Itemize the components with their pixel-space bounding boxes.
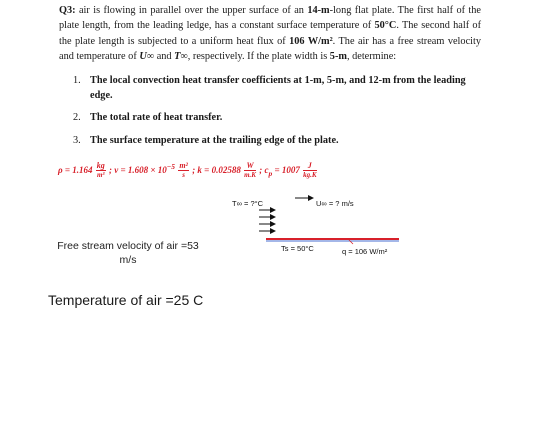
temperature-note: Temperature of air =25 C — [48, 292, 204, 308]
velocity-note: Free stream velocity of air =53 m/s — [57, 240, 199, 266]
list-item: 2. The total rate of heat transfer. — [73, 112, 223, 123]
plate-diagram — [255, 188, 405, 254]
question-label: Q3: — [59, 5, 76, 16]
list-item: 1. The local convection heat transfer coefficients at 1-m, 5-m, and 12-m from the leading edge. — [73, 75, 466, 101]
list-item: 3. The surface temperature at the trailing edge of the plate. — [73, 135, 339, 146]
freestream-temperature-label: T∞ = ?°C — [232, 199, 264, 208]
heat-flux-label: q = 106 W/m² — [342, 247, 388, 256]
surface-temperature-label: Ts = 50°C — [281, 244, 314, 253]
air-properties: ρ = 1.164 $\frac{kg}{\text{m³}}$ ; $\nu = 1.608 \times 10^{-5}$ $\frac{\text{m²}}{s}$ ; k = 0.02588 $\frac{W}{m.K}$ ; $c_p = 1007$ $\frac{J}{kg.K}$ — [58, 161, 317, 180]
freestream-velocity-label: U∞ = ? m/s — [316, 199, 354, 208]
question-text: Q3: air is flowing in parallel over the upper surface of an 14-m-long flat plate. The first half of the plate length, from the leading ledge, has a constant surface temperature of 50°C. The second half of the plate length is subjected to a uniform heat flux of 106 W/m². The air has a free stream velocity and temperature of U∞ and T∞, respectively. If the plate width is 5-m, determine: — [59, 5, 482, 62]
